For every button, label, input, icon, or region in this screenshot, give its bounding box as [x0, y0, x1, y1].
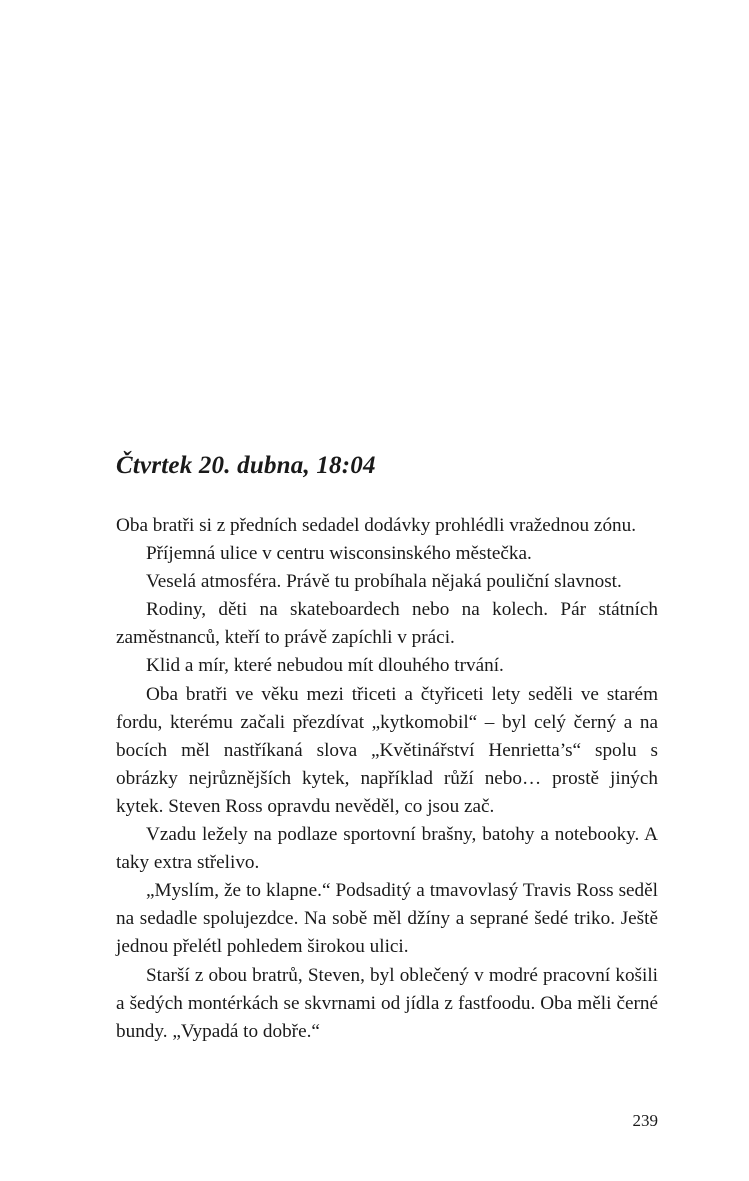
paragraph: Starší z obou bratrů, Steven, byl oblečený v modré pracovní košili a šedých montérkách se skvrnami od jídla z fastfoodu. Oba měli černé bundy. „Vypadá to dobře.“ — [116, 964, 658, 1042]
paragraph: Rodiny, děti na skateboardech nebo na kolech. Pár státních zaměstnanců, kteří to právě zapíchli v práci. — [116, 599, 658, 649]
paragraph: Příjemná ulice v centru wisconsinského městečka. — [146, 543, 532, 565]
paragraph: Oba bratři si z předních sedadel dodávky prohlédli vražednou zónu. — [116, 515, 637, 536]
paragraph: Klid a mír, které nebudou mít dlouhého trvání. — [146, 655, 504, 677]
book-page — [116, 0, 658, 1181]
page-number: 239 — [632, 1111, 658, 1130]
paragraph: Vzadu ležely na podlaze sportovní brašny, batohy a notebooky. A taky extra střelivo. — [116, 824, 658, 874]
body-text — [116, 512, 658, 1046]
paragraph: „Myslím, že to klapne.“ Podsaditý a tmavovlasý Travis Ross seděl na sedadle spolujezdce. Na sobě měl džíny a seprané šedé triko. Ještě jednou přelétl pohledem širokou ulici. — [116, 880, 658, 958]
paragraph: Veselá atmosféra. Právě tu probíhala nějaká pouliční slavnost. — [146, 571, 622, 593]
chapter-heading: Čtvrtek 20. dubna, 18:04 — [116, 452, 376, 479]
paragraph: Oba bratři ve věku mezi třiceti a čtyřiceti lety seděli ve starém fordu, kterému začali přezdívat „kytkomobil“ – byl celý černý a na bocích měl nastříkaná slova „Květinářství Henrietta’s“ spolu s obrázky nejrůznějších kytek, například růží nebo… prostě jiných kytek. Steven Ross opravdu nevěděl, co jsou zač. — [116, 683, 658, 817]
